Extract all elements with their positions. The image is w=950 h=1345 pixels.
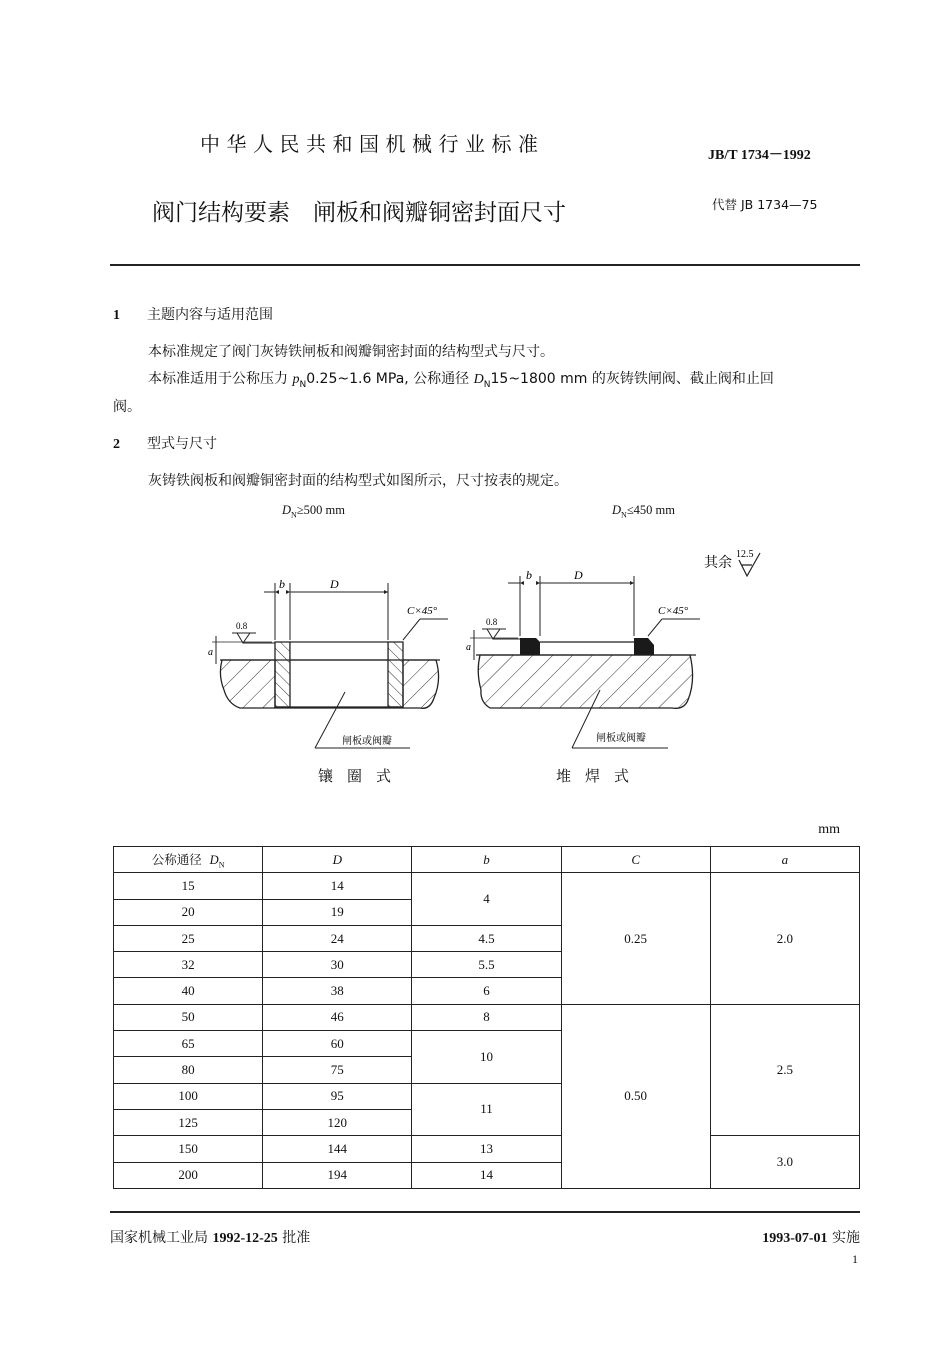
header-dn-sub: N [218,860,225,870]
roughness-other-value: 12.5 [736,549,754,560]
cell-b: 11 [412,1083,561,1136]
left-ring-right [388,642,403,707]
right-part-label: 闸板或阀瓣 [596,733,646,744]
left-label-d: D [282,503,292,517]
right-body-section [478,655,692,708]
para-2-post: 15~1800 mm 的灰铸铁闸阀、截止阀和止回 [490,371,774,387]
cell-d: 60 [263,1031,412,1057]
header-b: b [412,847,561,873]
dn-subscript: N [483,379,491,390]
left-dim-a: a [208,647,213,658]
right-chamfer: C×45° [658,605,689,617]
right-dim-b: b [526,568,532,582]
left-inlay-drawing [208,577,448,748]
left-label-sub: N [291,510,297,520]
left-caption: 镶圈式 [318,767,406,785]
approval-org: 国家机械工业局 [110,1230,208,1246]
cell-d: 14 [263,873,412,899]
section-2-heading [113,433,217,453]
pressure-symbol: p [292,372,300,387]
cell-d: 144 [263,1136,412,1162]
header-dn [114,847,263,873]
header-c: C [561,847,710,873]
cell-dn: 80 [114,1057,263,1083]
standard-code: JB/T 1734－1992 [708,148,811,163]
section-1-para-2-end: 阀。 [113,399,141,415]
cell-d: 38 [263,978,412,1004]
left-body-section [220,660,438,708]
right-weld-drawing [466,568,700,748]
approval-line [110,1227,310,1247]
section-2-para-1: 灰铸铁阀板和阀瓣铜密封面的结构型式如图所示，尺寸按表的规定。 [148,473,568,489]
cell-dn: 125 [114,1109,263,1135]
header-dn-d: D [209,852,219,867]
left-ring-top [290,642,388,660]
section-1-number: 1 [113,308,120,323]
section-2-number: 2 [113,437,120,452]
cell-b: 14 [412,1162,561,1188]
cell-dn: 100 [114,1083,263,1109]
right-label-rest: ≤450 mm [626,503,675,517]
left-part-label: 闸板或阀瓣 [342,736,392,747]
table-row [114,1004,860,1030]
cell-a: 3.0 [710,1136,859,1189]
dn-symbol: D [473,372,484,387]
cell-b: 6 [412,978,561,1004]
header-dn-text: 公称通径 [151,851,202,867]
cell-dn: 15 [114,873,263,899]
section-1-para-1: 本标准规定了阀门灰铸铁闸板和阀瓣铜密封面的结构型式与尺寸。 [148,344,554,360]
left-figure-label [282,503,345,520]
left-ring-left [275,642,290,707]
right-weld-right [634,638,654,655]
left-chamfer: C×45° [407,605,438,617]
right-figure-label [612,503,675,520]
cell-b: 4.5 [412,925,561,951]
implementation-date: 1993-07-01 [762,1231,828,1246]
table-row [114,873,860,899]
implementation-line [762,1227,860,1247]
approval-action: 批准 [282,1230,311,1246]
left-label-rest: ≥500 mm [296,503,345,517]
cell-b: 4 [412,873,561,926]
section-1-heading [113,304,273,324]
cell-dn: 25 [114,925,263,951]
cell-b: 10 [412,1031,561,1084]
cell-d: 95 [263,1083,412,1109]
header-d: D [263,847,412,873]
cell-b: 13 [412,1136,561,1162]
cell-dn: 65 [114,1031,263,1057]
cell-d: 120 [263,1109,412,1135]
right-label-sub: N [621,510,627,520]
cell-d: 19 [263,899,412,925]
para-2-pre: 本标准适用于公称压力 [148,371,293,387]
cell-b: 5.5 [412,952,561,978]
cell-d: 194 [263,1162,412,1188]
cell-dn: 40 [114,978,263,1004]
left-dim-b: b [279,577,285,591]
section-1-para-2 [148,368,774,396]
cell-dn: 32 [114,952,263,978]
issuing-org: 中华人民共和国机械行业标准 [200,132,545,156]
cell-d: 30 [263,952,412,978]
approval-date: 1992-12-25 [212,1231,278,1246]
seal-face-drawings [0,540,950,765]
replaces-note: 代替 JB 1734—75 [712,197,818,212]
roughness-other-label: 其余 [704,556,732,571]
header-a: a [710,847,859,873]
right-dim-a: a [466,642,471,653]
para-2-mid: 0.25~1.6 MPa, 公称通径 [306,371,474,387]
cell-dn: 150 [114,1136,263,1162]
table-unit: mm [818,822,840,837]
section-2-title: 型式与尺寸 [147,436,217,452]
cell-dn: 20 [114,899,263,925]
cell-a: 2.5 [710,1004,859,1135]
footer-rule [110,1211,860,1213]
table-row [114,1136,860,1162]
document-title: 阀门结构要素 闸板和阀瓣铜密封面尺寸 [152,200,566,226]
left-roughness: 0.8 [236,621,248,631]
dimension-table [113,846,860,1189]
right-weld-left [520,638,540,655]
cell-d: 24 [263,925,412,951]
cell-b: 8 [412,1004,561,1030]
right-caption: 堆焊式 [556,767,644,785]
cell-a: 2.0 [710,873,859,1004]
implementation-action: 实施 [832,1230,860,1246]
section-1-title: 主题内容与适用范围 [147,307,273,323]
pressure-subscript: N [299,379,307,390]
left-dim-d: D [330,577,339,591]
cell-c: 0.25 [561,873,710,1004]
cell-d: 46 [263,1004,412,1030]
cell-dn: 50 [114,1004,263,1030]
right-dim-d: D [574,568,583,582]
page-number: 1 [852,1252,858,1266]
cell-dn: 200 [114,1162,263,1188]
right-roughness: 0.8 [486,617,498,627]
cell-c: 0.50 [561,1004,710,1188]
table-header-row [114,847,860,873]
cell-d: 75 [263,1057,412,1083]
right-label-d: D [612,503,622,517]
header-rule [110,264,860,266]
